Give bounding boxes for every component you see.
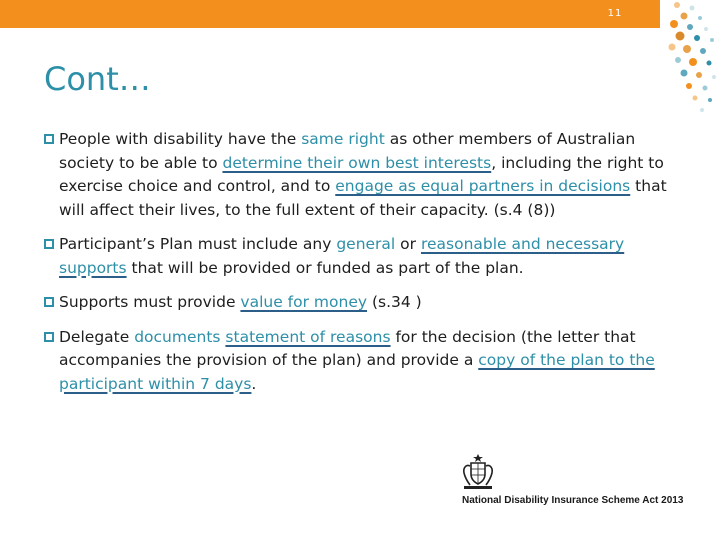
bullet-item [44, 233, 684, 280]
decorative-dots-icon [660, 0, 720, 120]
bullet-underlined-phrase: statement of reasons [225, 327, 391, 346]
bullet-underlined-phrase: copy of the plan to the participant within 7 days [59, 351, 655, 393]
bullet-text: People with disability have the [59, 130, 302, 148]
act-reference [458, 452, 684, 512]
bullet-text: as other members of Australian society to be able to [59, 130, 636, 172]
act-title: National Disability Insurance Scheme Act 2013 [462, 495, 684, 506]
bullet-underlined-phrase: determine their own best interests [222, 153, 492, 172]
bullet-text: (s.34 ) [367, 293, 422, 311]
bullet-text: . [251, 374, 257, 393]
checkbox-bullet-icon [44, 297, 54, 307]
bullet-text: for the decision (the letter that accompanies the provision of the plan) and provide a [59, 327, 636, 369]
bullet-item [44, 326, 684, 397]
bullet-text: Supports must provide [59, 293, 241, 311]
checkbox-bullet-icon [44, 239, 54, 249]
checkbox-bullet-icon [44, 134, 54, 144]
bullet-underlined-phrase: value for money [240, 293, 368, 311]
bullet-text: that will affect their lives, to the full extent of their capacity. (s.4 (8)) [59, 177, 667, 219]
bullet-text: Participant’s Plan must include any [59, 235, 337, 253]
bullet-underlined-phrase: reasonable and necessary supports [59, 235, 625, 277]
bullet-list [44, 128, 684, 407]
header-bar [0, 0, 660, 28]
page-number: 11 [607, 8, 623, 19]
bullet-highlight: same right [301, 130, 385, 148]
bullet-text: or [395, 235, 421, 253]
bullet-text: Delegate [59, 327, 135, 346]
bullet-highlight: documents [134, 327, 221, 346]
bullet-text: that will be provided or funded as part of the plan. [126, 258, 524, 277]
bullet-underlined-phrase: engage as equal partners in decisions [335, 177, 631, 195]
commonwealth-coat-of-arms-icon [458, 452, 498, 492]
checkbox-bullet-icon [44, 332, 54, 342]
slide-title: Cont… [44, 60, 151, 98]
bullet-text: , including the right to exercise choice and control, and to [59, 153, 664, 195]
bullet-item [44, 128, 684, 222]
bullet-highlight: general [336, 235, 396, 253]
bullet-item [44, 291, 684, 315]
